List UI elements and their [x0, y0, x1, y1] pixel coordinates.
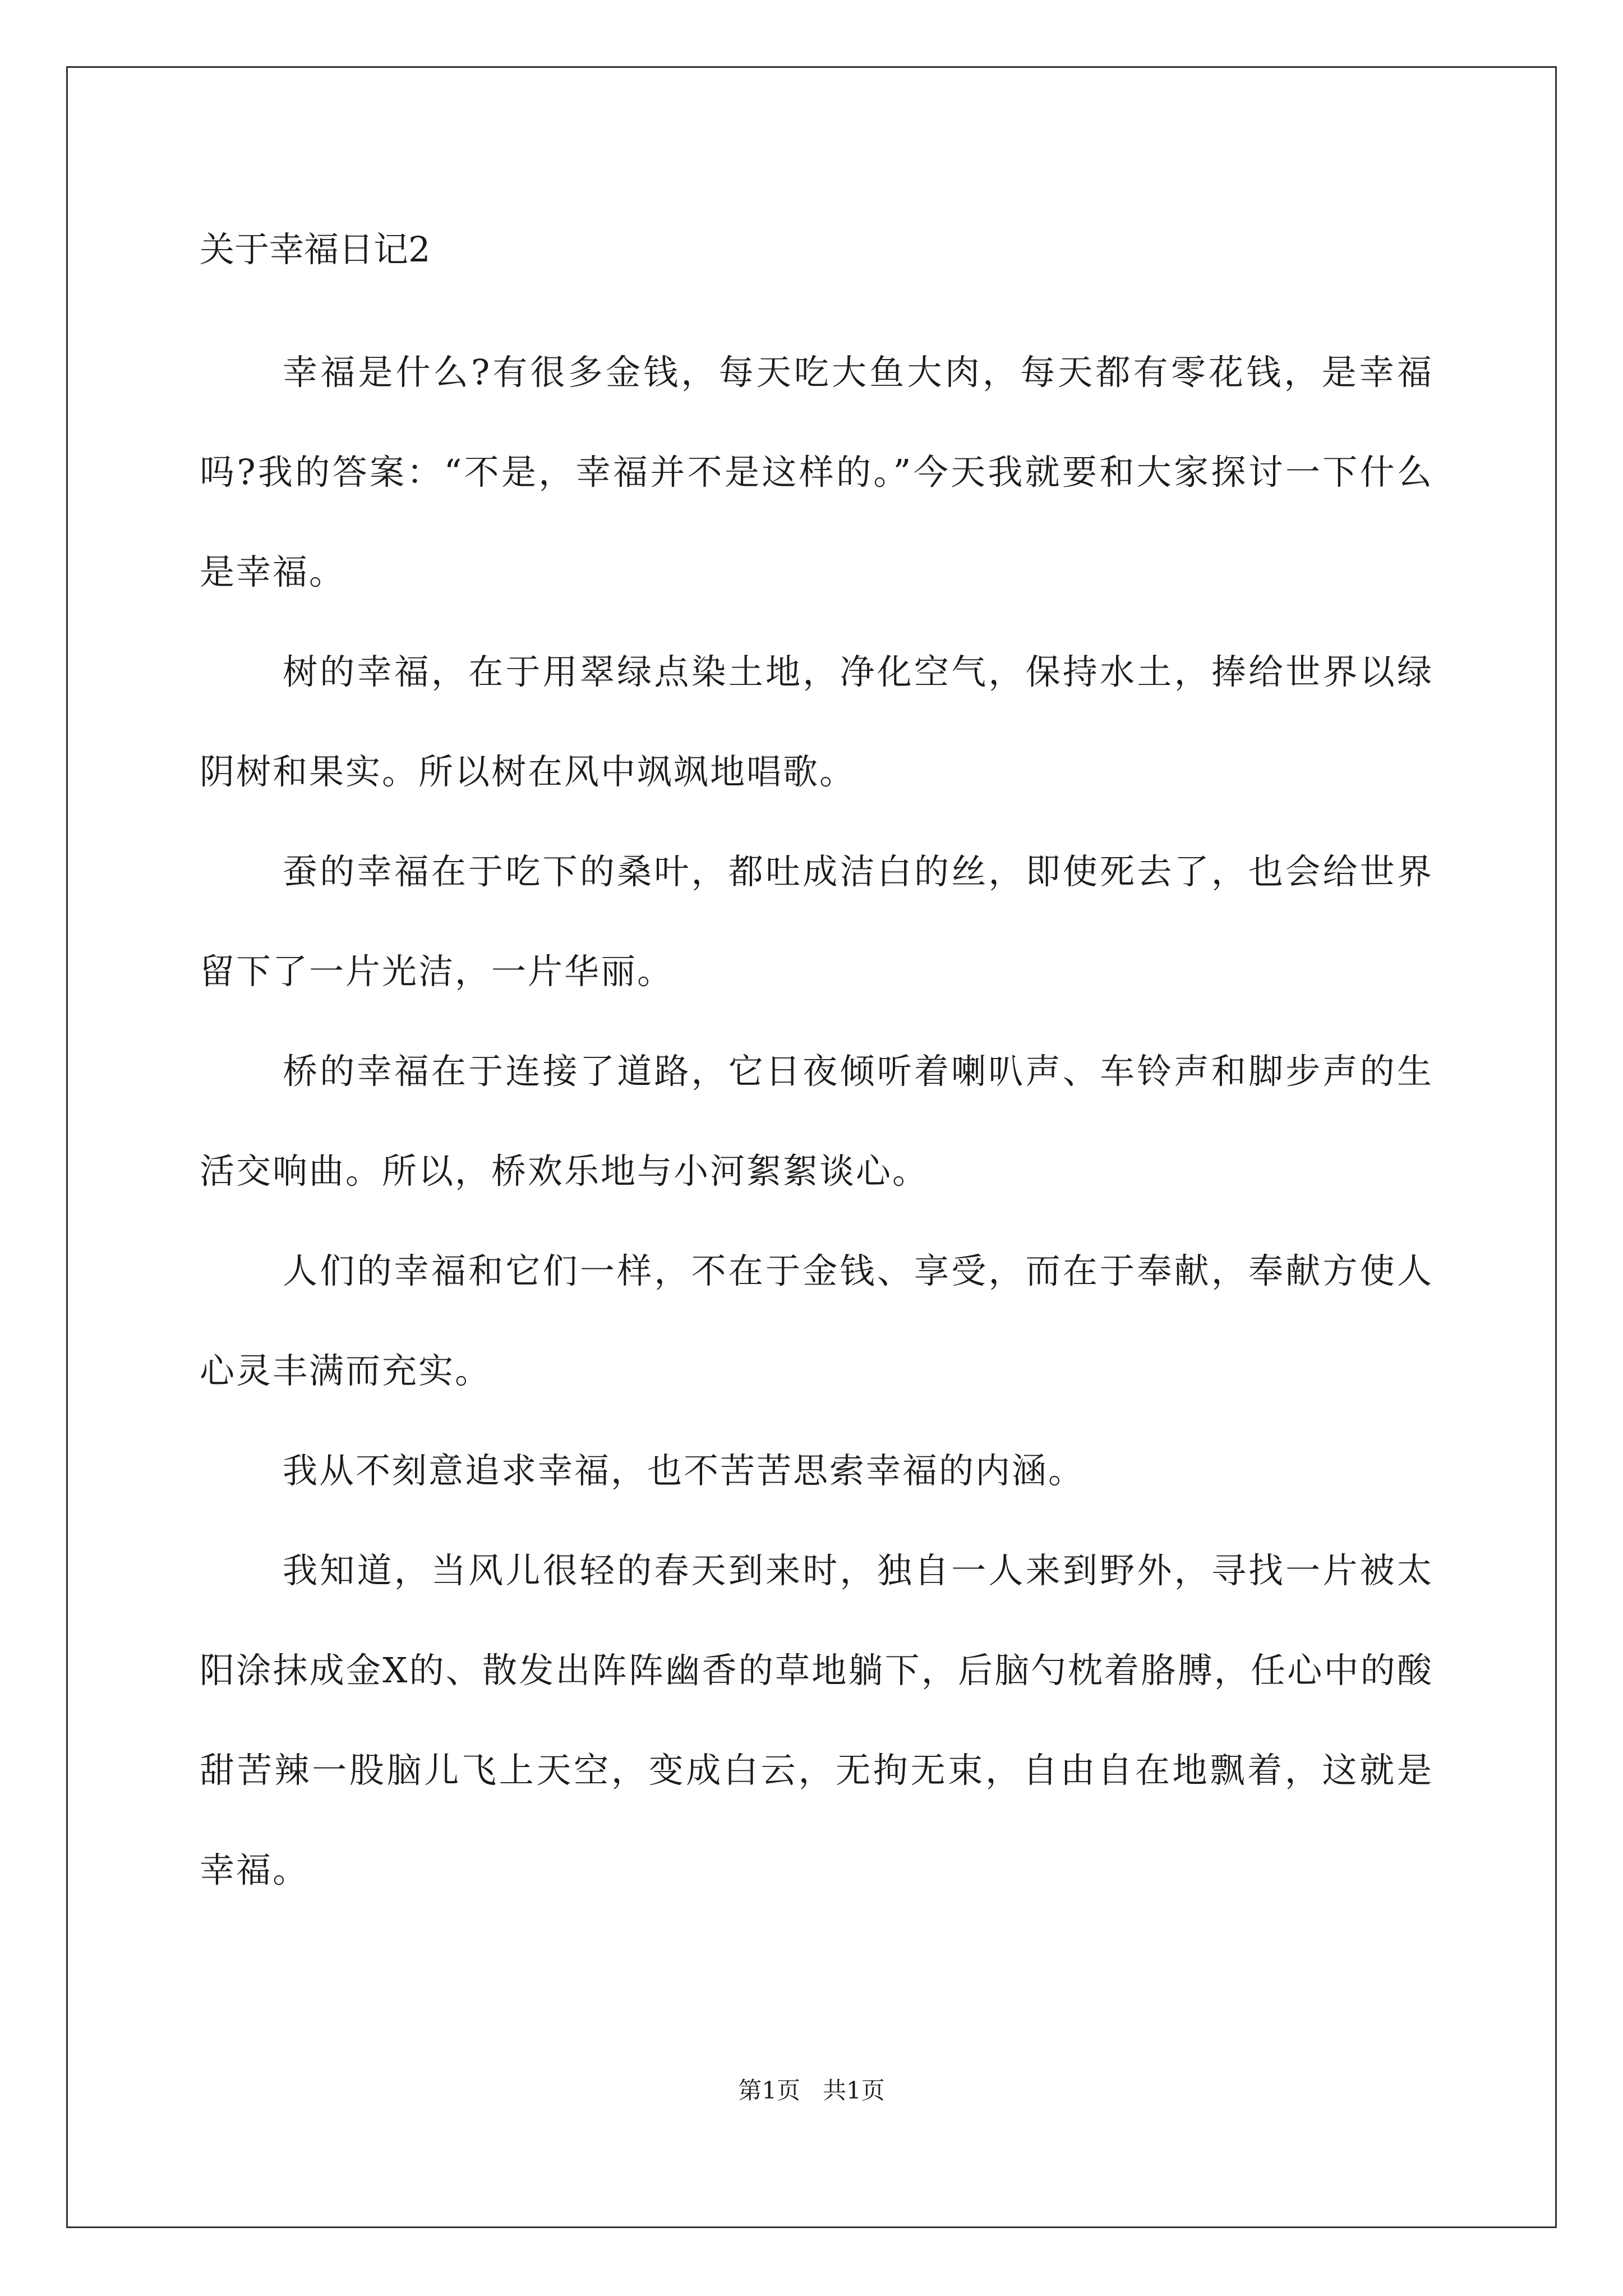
paragraph: 我知道，当风儿很轻的春天到来时，独自一人来到野外，寻找一片被太阳涂抹成金X的、散发出阵阵幽香的草地躺下，后脑勺枕着胳膊，任心中的酸甜苦辣一股脑儿飞上天空，变成白云，无拘无束，自由自在地飘着，这就是幸福。: [200, 1550, 1433, 1890]
paragraph: 我从不刻意追求幸福，也不苦苦思索幸福的内涵。: [283, 1450, 1085, 1491]
page-number-footer: 第1页 共1页: [738, 2077, 885, 2104]
paragraph: 幸福是什么?有很多金钱，每天吃大鱼大肉，每天都有零花钱，是幸福吗?我的答案：“不是，幸福并不是这样的。”今天我就要和大家探讨一下什么是幸福。: [200, 352, 1433, 592]
paragraph: 桥的幸福在于连接了道路，它日夜倾听着喇叭声、车铃声和脚步声的生活交响曲。所以，桥欢乐地与小河絮絮谈心。: [200, 1051, 1433, 1191]
paragraph: 蚕的幸福在于吃下的桑叶，都吐成洁白的丝，即使死去了，也会给世界留下了一片光洁，一片华丽。: [200, 851, 1433, 992]
document-title: 关于幸福日记2: [200, 229, 431, 270]
document-body: [200, 222, 1433, 1920]
paragraph: 人们的幸福和它们一样，不在于金钱、享受，而在于奉献，奉献方使人心灵丰满而充实。: [200, 1250, 1433, 1391]
paragraph: 树的幸福，在于用翠绿点染土地，净化空气，保持水土，捧给世界以绿阴树和果实。所以树在风中飒飒地唱歌。: [200, 651, 1433, 792]
